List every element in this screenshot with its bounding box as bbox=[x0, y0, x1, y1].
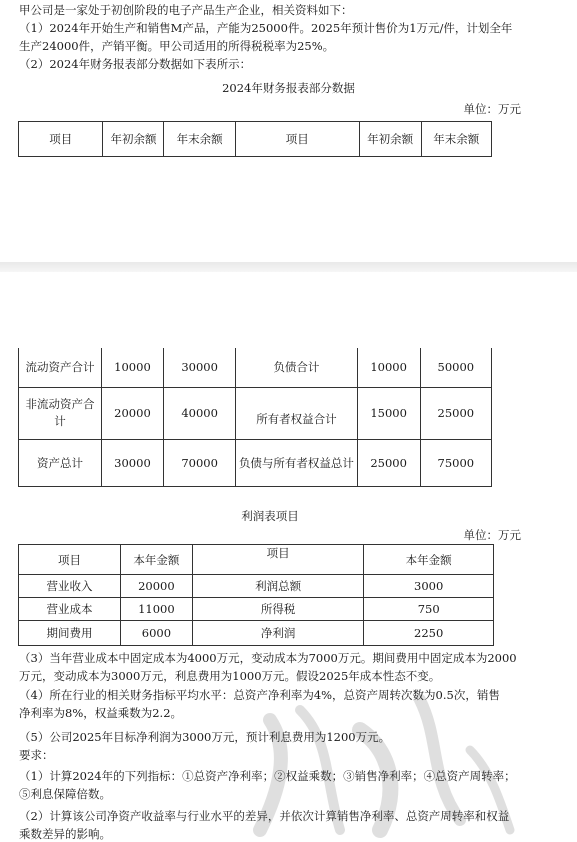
income-statement-unit: 单位：万元 bbox=[463, 528, 521, 542]
table-header-cell: 本年金额 bbox=[364, 545, 494, 575]
req1-line2: ⑤利息保障倍数。 bbox=[19, 787, 111, 801]
balance-sheet-unit: 单位：万元 bbox=[463, 102, 521, 116]
table-cell: 70000 bbox=[164, 439, 236, 486]
req2-line2: 乘数差异的影响。 bbox=[19, 827, 111, 841]
table-cell: 利润总额 bbox=[192, 575, 363, 598]
table-row bbox=[19, 575, 494, 598]
table-cell: 营业收入 bbox=[19, 575, 121, 598]
table-row bbox=[19, 439, 492, 486]
table-header-cell: 年初余额 bbox=[103, 122, 164, 157]
item1-line2: 生产24000件，产销平衡。甲公司适用的所得税税率为25%。 bbox=[19, 39, 335, 53]
table-header-cell: 项目 bbox=[192, 545, 363, 575]
table-header-cell: 项目 bbox=[235, 122, 359, 157]
table-header-cell: 本年金额 bbox=[120, 545, 192, 575]
balance-sheet-body-table bbox=[18, 348, 492, 487]
table-row bbox=[19, 621, 494, 646]
table-cell: 2250 bbox=[364, 621, 494, 646]
table-cell: 30000 bbox=[164, 348, 236, 387]
item3-line2: 万元，变动成本为3000万元，利息费用为1000万元。假设2025年成本性态不变。 bbox=[19, 669, 441, 683]
table-cell: 40000 bbox=[164, 387, 236, 439]
income-statement-title: 利润表项目 bbox=[241, 509, 299, 523]
table-cell: 25000 bbox=[357, 439, 420, 486]
table-cell: 25000 bbox=[420, 387, 491, 439]
table-cell: 非流动资产合计 bbox=[19, 387, 102, 439]
intro-line: 甲公司是一家处于初创阶段的电子产品生产企业，相关资料如下： bbox=[19, 3, 353, 17]
table-cell: 3000 bbox=[364, 575, 494, 598]
table-cell: 期间费用 bbox=[19, 621, 121, 646]
table-cell: 10000 bbox=[101, 348, 163, 387]
table-cell: 所得税 bbox=[192, 598, 363, 621]
table-header-cell: 项目 bbox=[19, 122, 103, 157]
table-cell: 20000 bbox=[101, 387, 163, 439]
table-cell: 净利润 bbox=[192, 621, 363, 646]
item2-text: （2）2024年财务报表部分数据如下表所示： bbox=[19, 57, 252, 71]
page-break bbox=[0, 262, 577, 272]
table-row bbox=[19, 598, 494, 621]
balance-sheet-header-table bbox=[18, 121, 492, 157]
item4-line1: （4）所在行业的相关财务指标平均水平：总资产净利率为4%，总资产周转次数为0.5次，销售 bbox=[19, 688, 500, 702]
req2-line1: （2）计算该公司净资产收益率与行业水平的差异，并依次计算销售净利率、总资产周转率和权益 bbox=[19, 809, 510, 823]
table-cell: 资产总计 bbox=[19, 439, 102, 486]
table-header-row bbox=[19, 122, 492, 157]
item3-line1: （3）当年营业成本中固定成本为4000万元，变动成本为7000万元。期间费用中固定成本为2000 bbox=[19, 651, 517, 665]
table-header-row bbox=[19, 545, 494, 575]
item1-line1: （1）2024年开始生产和销售M产品，产能为25000件。2025年预计售价为1万元/件，计划全年 bbox=[19, 21, 513, 35]
table-cell: 15000 bbox=[357, 387, 420, 439]
table-cell: 6000 bbox=[120, 621, 192, 646]
watermark-brush-strokes bbox=[230, 690, 530, 840]
table-header-cell: 年末余额 bbox=[421, 122, 491, 157]
table-cell: 10000 bbox=[357, 348, 420, 387]
table-header-cell: 年末余额 bbox=[164, 122, 235, 157]
table-header-cell: 项目 bbox=[19, 545, 121, 575]
table-cell: 负债合计 bbox=[236, 348, 357, 387]
table-header-cell: 年初余额 bbox=[359, 122, 421, 157]
income-statement-table bbox=[18, 544, 494, 646]
table-cell: 流动资产合计 bbox=[19, 348, 102, 387]
balance-sheet-title: 2024年财务报表部分数据 bbox=[222, 81, 355, 95]
requirements-title: 要求： bbox=[19, 748, 54, 762]
table-cell: 50000 bbox=[420, 348, 491, 387]
table-cell: 11000 bbox=[120, 598, 192, 621]
table-cell: 营业成本 bbox=[19, 598, 121, 621]
table-row bbox=[19, 387, 492, 439]
table-cell: 负债与所有者权益总计 bbox=[236, 439, 357, 486]
item5-text: （5）公司2025年目标净利润为3000万元，预计利息费用为1200万元。 bbox=[19, 730, 391, 744]
table-cell: 所有者权益合计 bbox=[236, 387, 357, 439]
table-cell: 750 bbox=[364, 598, 494, 621]
item4-line2: 净利率为8%，权益乘数为2.2。 bbox=[19, 706, 183, 720]
table-cell: 20000 bbox=[120, 575, 192, 598]
table-cell: 30000 bbox=[101, 439, 163, 486]
table-row bbox=[19, 348, 492, 387]
req1-line1: （1）计算2024年的下列指标：①总资产净利率；②权益乘数；③销售净利率；④总资产周转率； bbox=[19, 769, 516, 783]
table-cell: 75000 bbox=[420, 439, 491, 486]
